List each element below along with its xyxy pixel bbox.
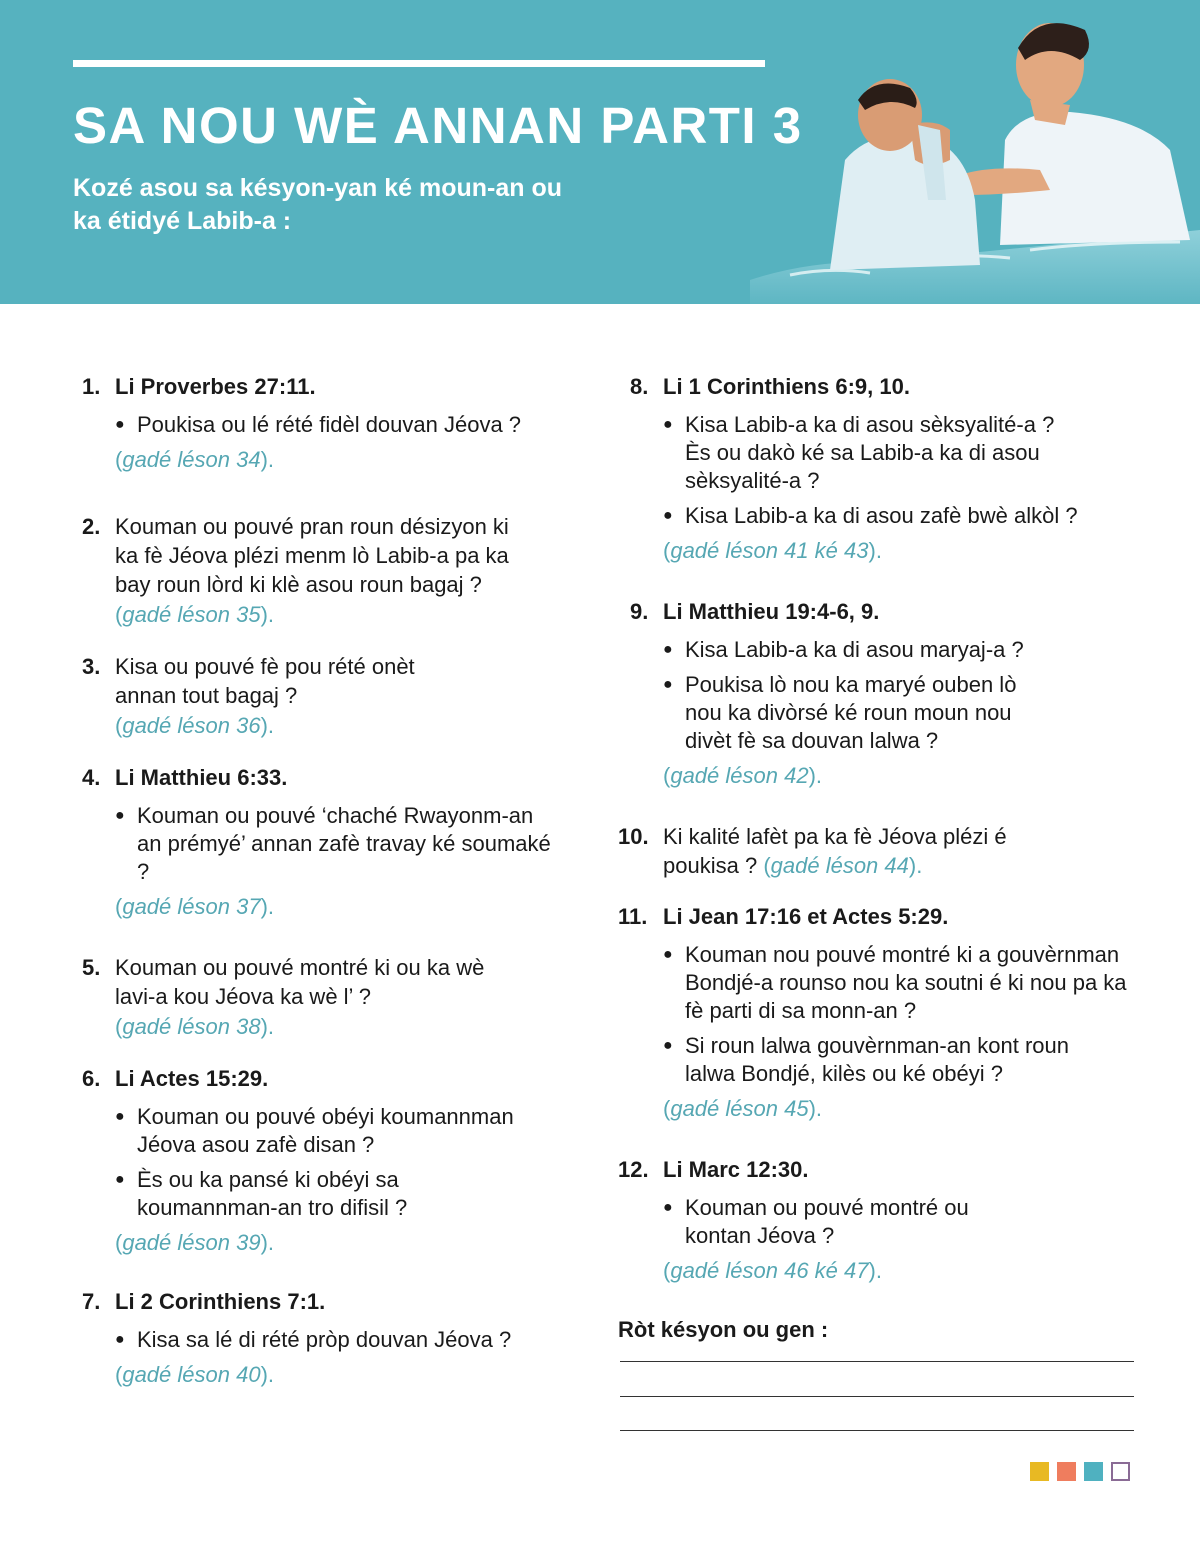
header-banner <box>0 0 1200 304</box>
question-number: 6. <box>82 1066 101 1091</box>
question-number: 10. <box>618 824 649 849</box>
bullet-item: ● Kouman nou pouvé montré ki a gouvèrnman Bondjé-a rounso nou ka soutni é ki nou pa ka fè parti di sa monn-an ? <box>663 942 1127 1023</box>
question-text: Li 2 Corinthiens 7:1. <box>115 1289 326 1314</box>
question-text: Li Jean 17:16 et Actes 5:29. <box>663 904 949 929</box>
question-number: 1. <box>82 374 101 399</box>
teal-square-icon <box>1084 1462 1103 1481</box>
baptism-illustration <box>750 0 1200 304</box>
lesson-reference: (gadé léson 34). <box>115 447 275 472</box>
question-12 <box>618 1155 1148 1285</box>
answer-line[interactable] <box>620 1361 1134 1362</box>
bullet-icon: ● <box>663 641 673 658</box>
answer-line[interactable] <box>620 1430 1134 1431</box>
question-10 <box>618 822 1148 880</box>
question-3 <box>82 652 562 740</box>
bullet-item: ● Kisa Labib-a ka di asou maryaj-a ? <box>663 637 1024 662</box>
bullet-icon: ● <box>663 1199 673 1216</box>
question-number: 7. <box>82 1289 101 1314</box>
lesson-reference: (gadé léson 39). <box>115 1230 275 1255</box>
coral-square-icon <box>1057 1462 1076 1481</box>
bullet-item: ● Poukisa ou lé rété fidèl douvan Jéova ? <box>115 412 522 437</box>
bullet-icon: ● <box>115 1171 125 1188</box>
bullet-icon: ● <box>663 416 673 433</box>
bullet-icon: ● <box>663 1037 673 1054</box>
bullet-item: ● Si roun lalwa gouvèrnman-an kont roun lalwa Bondjé, kilès ou ké obéyi ? <box>663 1033 1070 1086</box>
lesson-reference: (gadé léson 42). <box>663 763 823 788</box>
right-column <box>618 372 1148 1343</box>
lesson-reference: (gadé léson 45). <box>663 1096 823 1121</box>
bullet-icon: ● <box>115 1331 125 1348</box>
page-title: SA NOU WÈ ANNAN PARTI 3 <box>73 97 803 154</box>
left-column <box>82 372 562 1389</box>
question-number: 8. <box>630 374 649 399</box>
bullet-icon: ● <box>115 1108 125 1125</box>
question-9 <box>618 597 1148 790</box>
bullet-icon: ● <box>663 946 673 963</box>
question-4 <box>82 763 562 921</box>
bullet-icon: ● <box>115 416 125 433</box>
question-7 <box>82 1287 562 1389</box>
question-6 <box>82 1064 562 1257</box>
question-text: Ki kalité lafèt pa ka fè Jéova plézi é poukisa ? <box>663 824 1007 878</box>
question-text: Kisa ou pouvé fè pou rété onèt annan tout bagaj ? <box>115 654 415 708</box>
question-text: Li Proverbes 27:11. <box>115 374 316 399</box>
question-1 <box>82 372 562 474</box>
question-text: Li 1 Corinthiens 6:9, 10. <box>663 374 910 399</box>
bullet-icon: ● <box>115 807 125 824</box>
lesson-reference: (gadé léson 40). <box>115 1362 275 1387</box>
question-number: 12. <box>618 1157 649 1182</box>
question-text: Kouman ou pouvé pran roun désizyon ki ka fè Jéova plézi menm lò Labib-a pa ka bay roun lòrd ki klè asou roun bagaj ? <box>115 514 509 597</box>
bullet-icon: ● <box>663 507 673 524</box>
question-number: 3. <box>82 654 101 679</box>
bullet-item: ● Poukisa lò nou ka maryé ouben lò nou ka divòrsé ké roun moun nou divèt fè sa douvan lalwa ? <box>663 672 1017 753</box>
question-number: 2. <box>82 514 101 539</box>
question-number: 11. <box>618 904 648 929</box>
question-text: Kouman ou pouvé montré ki ou ka wè lavi-a kou Jéova ka wè l’ ? <box>115 955 485 1009</box>
bullet-item: ● Kisa Labib-a ka di asou sèksyalité-a ? Ès ou dakò ké sa Labib-a ka di asou sèksyalité-a ? <box>663 412 1055 493</box>
header-rule <box>73 60 765 67</box>
question-number: 5. <box>82 955 101 980</box>
lesson-reference: (gadé léson 44). <box>763 853 923 878</box>
question-2 <box>82 512 562 629</box>
bullet-item: ● Kouman ou pouvé ‘chaché Rwayonm-an an prémyé’ annan zafè travay ké soumaké ? <box>115 803 551 884</box>
bullet-item: ● Kisa Labib-a ka di asou zafè bwè alkòl ? <box>663 503 1078 528</box>
question-11 <box>618 902 1148 1123</box>
question-text: Li Matthieu 6:33. <box>115 765 288 790</box>
bullet-item: ● Kisa sa lé di rété pròp douvan Jéova ? <box>115 1327 512 1352</box>
lesson-reference: (gadé léson 36). <box>115 713 275 738</box>
question-text: Li Matthieu 19:4-6, 9. <box>663 599 880 624</box>
lesson-reference: (gadé léson 35). <box>115 602 275 627</box>
yellow-square-icon <box>1030 1462 1049 1481</box>
lesson-reference: (gadé léson 46 ké 47). <box>663 1258 882 1283</box>
question-8 <box>618 372 1148 565</box>
bullet-item: ● Kouman ou pouvé obéyi koumannman Jéova asou zafè disan ? <box>115 1104 514 1157</box>
lesson-reference: (gadé léson 41 ké 43). <box>663 538 882 563</box>
bullet-item: ● Ès ou ka pansé ki obéyi sa koumannman-an tro difisil ? <box>115 1167 408 1220</box>
question-number: 9. <box>630 599 649 624</box>
answer-line[interactable] <box>620 1396 1134 1397</box>
page-subtitle: Kozé asou sa késyon-yan ké moun-an ou ka étidyé Labib-a : <box>73 174 563 235</box>
bullet-item: ● Kouman ou pouvé montré ou kontan Jéova ? <box>663 1195 969 1248</box>
question-text: Li Actes 15:29. <box>115 1066 269 1091</box>
question-5 <box>82 953 562 1041</box>
question-text: Li Marc 12:30. <box>663 1157 809 1182</box>
lesson-reference: (gadé léson 37). <box>115 894 275 919</box>
other-questions-label: Ròt késyon ou gen : <box>618 1317 829 1342</box>
lesson-reference: (gadé léson 38). <box>115 1014 275 1039</box>
question-number: 4. <box>82 765 101 790</box>
bullet-icon: ● <box>663 676 673 693</box>
outline-square-icon <box>1111 1462 1130 1481</box>
